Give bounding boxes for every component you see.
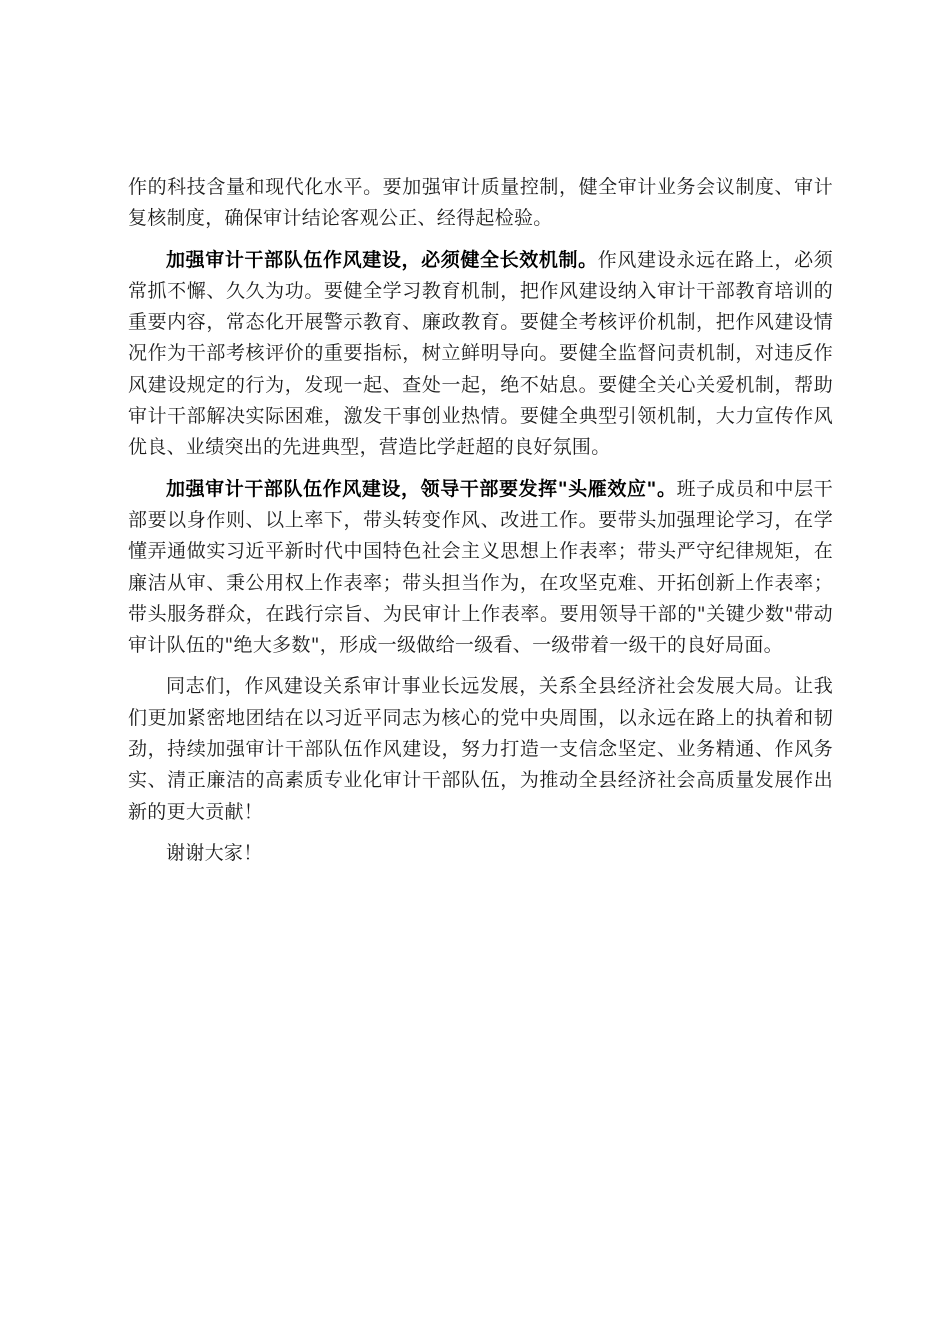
paragraph-text: 作的科技含量和现代化水平。要加强审计质量控制，健全审计业务会议制度、审计复核制度，确保审计结论客观公正、经得起检验。 <box>128 176 833 230</box>
paragraph-heading: 加强审计干部队伍作风建设，必须健全长效机制。 <box>166 248 598 271</box>
paragraph-text: 班子成员和中层干部要以身作则、以上率下，带头转变作风、改进工作。要带头加强理论学习，在学懂弄通做实习近平新时代中国特色社会主义思想上作表率；带头严守纪律规矩，在廉洁从审、秉公用权上作表率；带头担当作为，在攻坚克难、开拓创新上作表率；带头服务群众，在践行宗旨、为民审计上作表率。要用领导干部的"关键少数"带动审计队伍的"绝大多数"，形成一级做给一级看、一级带着一级干的良好局面。 <box>128 477 833 657</box>
paragraph-long-term-mechanism <box>128 245 833 464</box>
paragraph-thanks <box>128 838 833 869</box>
paragraph-continuation <box>128 172 833 235</box>
paragraph-heading: 加强审计干部队伍作风建设，领导干部要发挥"头雁效应"。 <box>166 477 677 500</box>
paragraph-text: 谢谢大家！ <box>166 841 263 864</box>
paragraph-text: 同志们，作风建设关系审计事业长远发展，关系全县经济社会发展大局。让我们更加紧密地团结在以习近平同志为核心的党中央周围，以永远在路上的执着和韧劲，持续加强审计干部队伍作风建设，努力打造一支信念坚定、业务精通、作风务实、清正廉洁的高素质专业化审计干部队伍，为推动全县经济社会高质量发展作出新的更大贡献！ <box>128 675 833 823</box>
paragraph-closing-appeal <box>128 671 833 827</box>
paragraph-leading-goose-effect <box>128 474 833 662</box>
document-body <box>128 172 833 879</box>
paragraph-text: 作风建设永远在路上，必须常抓不懈、久久为功。要健全学习教育机制，把作风建设纳入审计干部教育培训的重要内容，常态化开展警示教育、廉政教育。要健全考核评价机制，把作风建设情况作为干部考核评价的重要指标，树立鲜明导向。要健全监督问责机制，对违反作风建设规定的行为，发现一起、查处一起，绝不姑息。要健全关心关爱机制，帮助审计干部解决实际困难，激发干事创业热情。要健全典型引领机制，大力宣传作风优良、业绩突出的先进典型，营造比学赶超的良好氛围。 <box>128 248 833 459</box>
